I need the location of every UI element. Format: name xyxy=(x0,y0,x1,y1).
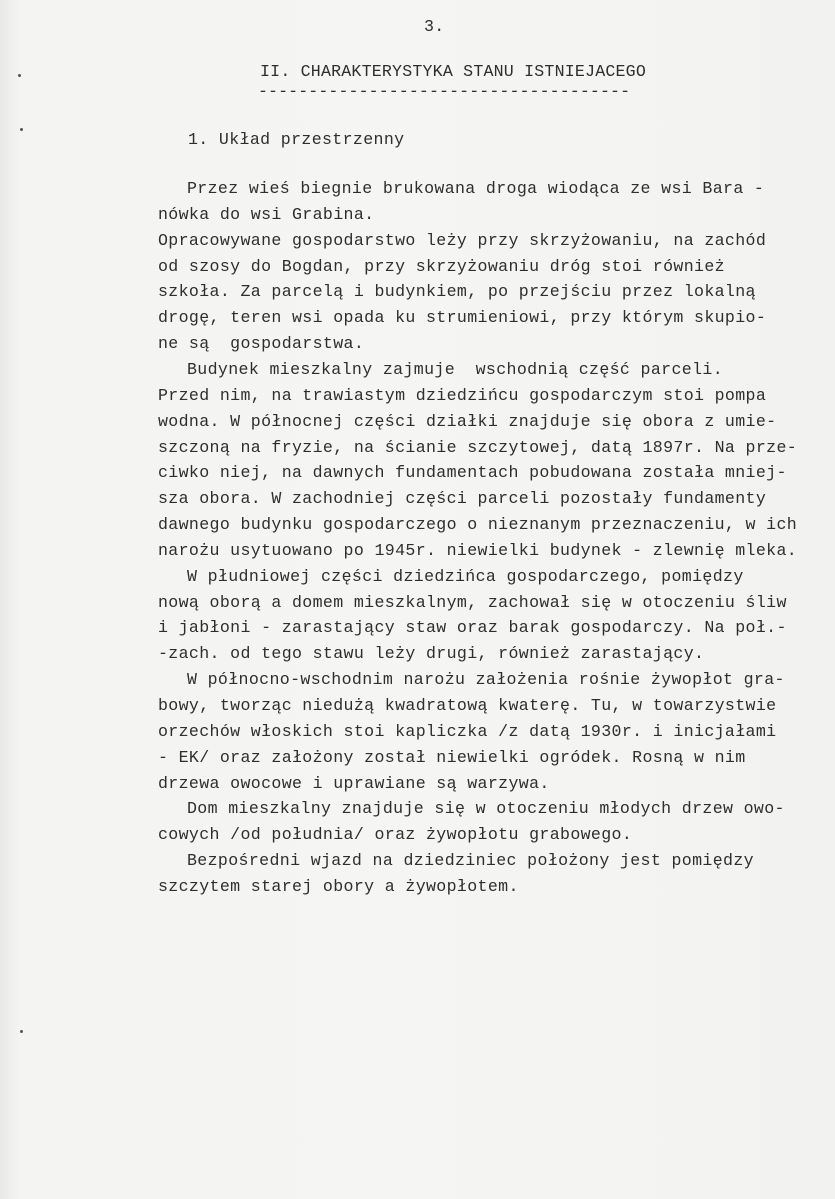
text-line: - EK/ oraz założony został niewielki ogródek. Rosną w nim xyxy=(158,747,746,767)
section-heading: 1. Układ przestrzenny xyxy=(188,130,405,149)
title-underline: ------------------------------------- xyxy=(258,82,631,101)
text-line: Przed nim, na trawiastym dziedzińcu gospodarczym stoi pompa xyxy=(158,385,767,405)
text-line: Bezpośredni wjazd na dziedziniec położony jest pomiędzy xyxy=(187,851,754,871)
text-line: W północno-wschodnim narożu założenia rośnie żywopłot gra- xyxy=(187,670,785,690)
text-line: -zach. od tego stawu leży drugi, również zarastający. xyxy=(158,644,705,664)
text-line: ne są gospodarstwa. xyxy=(158,334,365,354)
text-line: dawnego budynku gospodarczego o nieznanym przeznaczeniu, w ich xyxy=(158,515,798,535)
text-line: drogę, teren wsi opada ku strumieniowi, przy którym skupio- xyxy=(158,308,767,328)
text-line: Przez wieś biegnie brukowana droga wiodąca ze wsi Bara - xyxy=(187,179,765,198)
text-line: nową oborą a domem mieszkalnym, zachował się w otoczeniu śliw xyxy=(158,592,787,612)
scan-mark xyxy=(20,128,23,131)
text-line: W płudniowej części dziedzińca gospodarczego, pomiędzy xyxy=(187,566,744,586)
text-line: narożu usytuowano po 1945r. niewielki budynek - zlewnię mleka. xyxy=(158,540,798,560)
text-line: ciwko niej, na dawnych fundamentach pobudowana została mniej- xyxy=(158,463,787,483)
text-line: szczytem starej obory a żywopłotem. xyxy=(158,876,519,896)
scan-mark xyxy=(18,74,21,77)
text-line: nówka do wsi Grabina. xyxy=(158,204,375,224)
text-line: Budynek mieszkalny zajmuje wschodnią część parceli. xyxy=(187,359,724,379)
text-line: szczoną na fryzie, na ścianie szczytowej, datą 1897r. Na prze- xyxy=(158,437,798,457)
text-line: cowych /od południa/ oraz żywopłotu grabowego. xyxy=(158,825,633,845)
text-line: szkoła. Za parcelą i budynkiem, po przejściu przez lokalną xyxy=(158,282,756,302)
text-line: bowy, tworząc niedużą kwadratową kwaterę. Tu, w towarzystwie xyxy=(158,696,777,715)
text-line: wodna. W północnej części działki znajduje się obora z umie- xyxy=(158,411,777,431)
text-line: od szosy do Bogdan, przy skrzyżowaniu dróg stoi również xyxy=(158,256,725,276)
text-line: orzechów włoskich stoi kapliczka /z datą 1930r. i inicjałami xyxy=(158,721,777,741)
text-line: Dom mieszkalny znajduje się w otoczeniu młodych drzew owo- xyxy=(187,799,785,819)
text-line: sza obora. W zachodniej części parceli pozostały fundamenty xyxy=(158,489,767,509)
chapter-title: II. CHARAKTERYSTYKA STANU ISTNIEJACEGO xyxy=(260,62,646,81)
scan-mark xyxy=(20,1030,23,1033)
page-number: 3. xyxy=(424,17,445,36)
text-line: i jabłoni - zarastający staw oraz barak gospodarczy. Na poł.- xyxy=(158,618,787,638)
text-line: Opracowywane gospodarstwo leży przy skrzyżowaniu, na zachód xyxy=(158,230,767,250)
text-line: drzewa owocowe i uprawiane są warzywa. xyxy=(158,773,550,793)
